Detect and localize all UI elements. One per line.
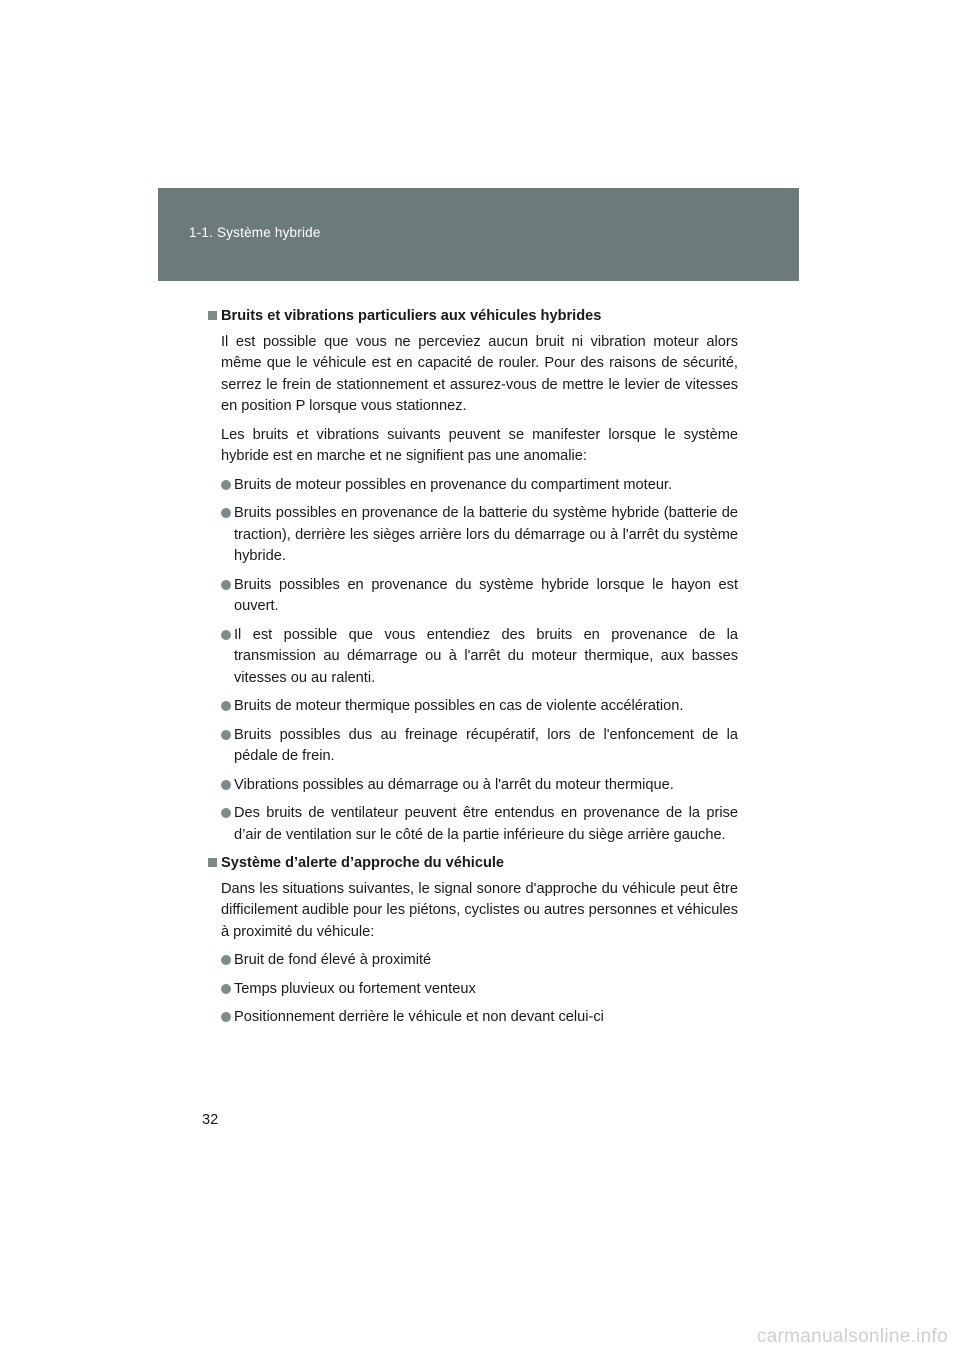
list-item: Positionnement derrière le véhicule et non devant celui-ci — [221, 1007, 738, 1029]
list-item: Bruits possibles en provenance du système hybride lorsque le hayon est ouvert. — [221, 575, 738, 618]
round-bullet-icon — [221, 480, 231, 490]
list-item: Des bruits de ventilateur peuvent être entendus en provenance de la prise d’air de ventilation sur le côté de la partie inférieure du siège arrière gauche. — [221, 803, 738, 846]
watermark: carmanualsonline.info — [756, 1326, 948, 1347]
list-item: Il est possible que vous entendiez des bruits en provenance de la transmission au démarrage ou à l'arrêt du moteur thermique, aux basses vitesses ou au ralenti. — [221, 625, 738, 690]
square-bullet-icon — [208, 858, 217, 867]
round-bullet-icon — [221, 508, 231, 518]
page-content — [208, 306, 738, 1036]
list-item: Vibrations possibles au démarrage ou à l'arrêt du moteur thermique. — [221, 775, 738, 797]
list-item: Temps pluvieux ou fortement venteux — [221, 979, 738, 1001]
bullet-list-approach-alert — [208, 950, 738, 1029]
round-bullet-icon — [221, 955, 231, 965]
list-item: Bruits possibles en provenance de la batterie du système hybride (batterie de traction), derrière les sièges arrière lors du démarrage ou à l'arrêt du système hybride. — [221, 503, 738, 568]
list-item: Bruits de moteur possibles en provenance du compartiment moteur. — [221, 475, 738, 497]
section-heading-noises: Bruits et vibrations particuliers aux véhicules hybrides — [208, 306, 738, 328]
round-bullet-icon — [221, 780, 231, 790]
round-bullet-icon — [221, 730, 231, 740]
paragraph: Les bruits et vibrations suivants peuvent se manifester lorsque le système hybride est en marche et ne signifient pas une anomalie: — [221, 426, 738, 464]
list-item: Bruits possibles dus au freinage récupératif, lors de l'enfoncement de la pédale de frein. — [221, 725, 738, 768]
list-item: Bruits de moteur thermique possibles en cas de violente accélération. — [221, 696, 738, 718]
round-bullet-icon — [221, 580, 231, 590]
paragraph: Dans les situations suivantes, le signal sonore d'approche du véhicule peut être difficilement audible pour les piétons, cyclistes ou autres personnes et véhicules à proximité du véhicule: — [221, 880, 738, 940]
round-bullet-icon — [221, 808, 231, 818]
round-bullet-icon — [221, 1012, 231, 1022]
page-number: 32 — [202, 1112, 219, 1128]
square-bullet-icon — [208, 311, 217, 320]
round-bullet-icon — [221, 984, 231, 994]
section-title: 1-1. Système hybride — [189, 225, 321, 240]
section-header-band — [158, 188, 799, 281]
list-item: Bruit de fond élevé à proximité — [221, 950, 738, 972]
round-bullet-icon — [221, 701, 231, 711]
bullet-list-noises — [208, 475, 738, 847]
paragraph: Il est possible que vous ne perceviez aucun bruit ni vibration moteur alors même que le véhicule est en capacité de rouler. Pour des raisons de sécurité, serrez le frein de stationnement et assurez-vous de mettre le levier de vitesses en position P lorsque vous stationnez. — [221, 333, 738, 414]
section-heading-approach-alert: Système d’alerte d’approche du véhicule — [208, 853, 738, 875]
round-bullet-icon — [221, 630, 231, 640]
